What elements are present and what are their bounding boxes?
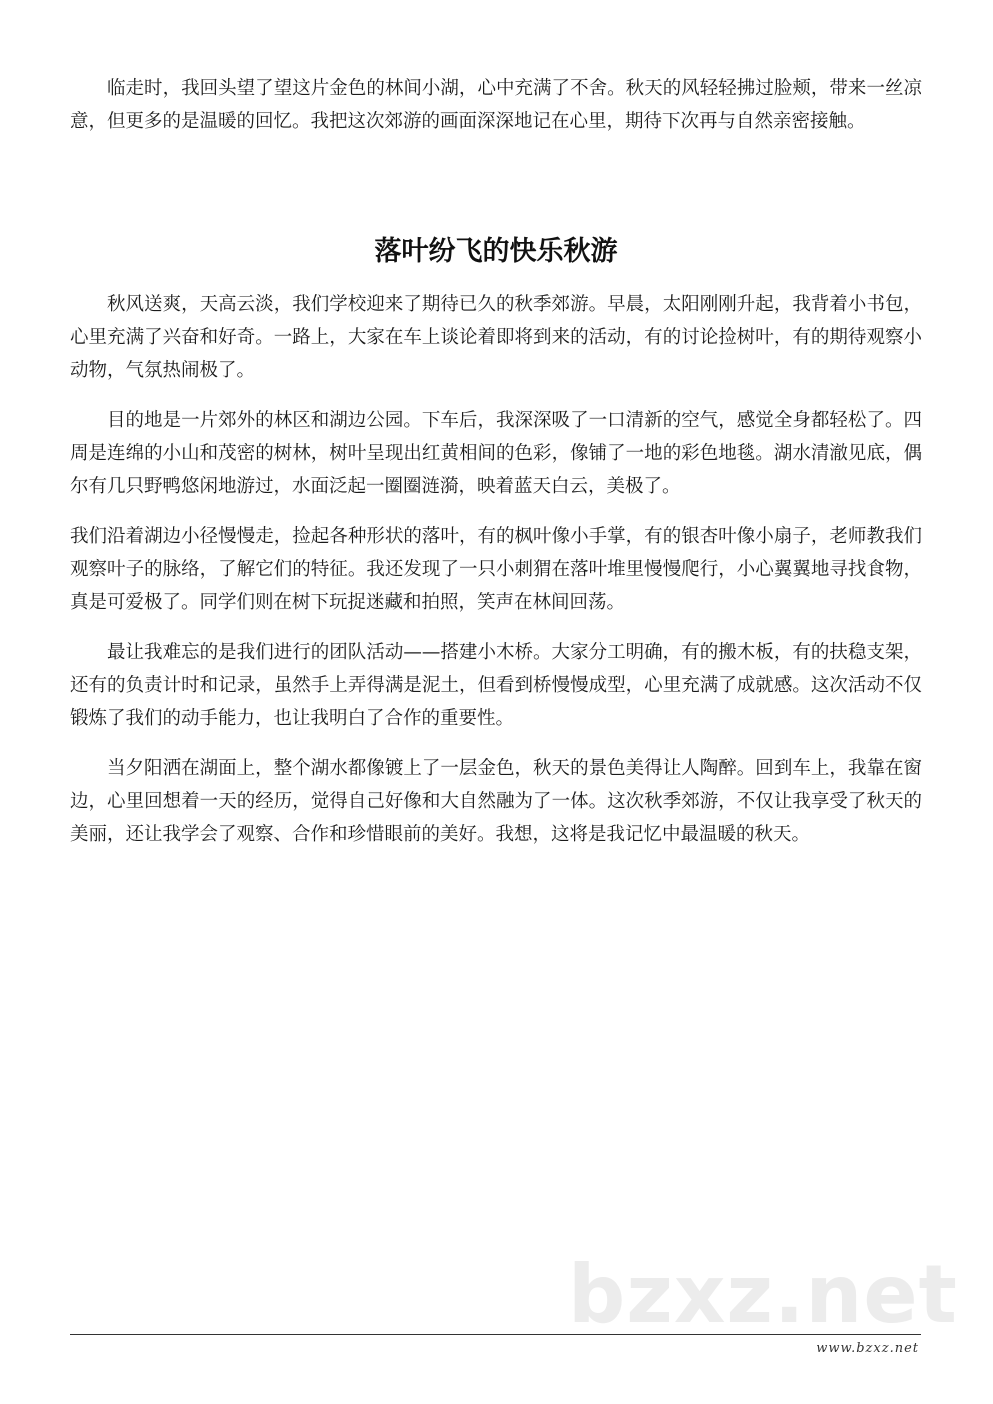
article-paragraph-4: 最让我难忘的是我们进行的团队活动——搭建小木桥。大家分工明确，有的搬木板，有的扶稳支架，还有的负责计时和记录，虽然手上弄得满是泥土，但看到桥慢慢成型，心里充满了成就感。这次活动不仅锻炼了我们的动手能力，也让我明白了合作的重要性。 bbox=[70, 642, 922, 729]
intro-paragraph: 临走时，我回头望了望这片金色的林间小湖，心中充满了不舍。秋天的风轻轻拂过脸颊，带来一丝凉意，但更多的是温暖的回忆。我把这次郊游的画面深深地记在心里，期待下次再与自然亲密接触。 bbox=[70, 78, 922, 132]
article-paragraph-3: 我们沿着湖边小径慢慢走，捡起各种形状的落叶，有的枫叶像小手掌，有的银杏叶像小扇子，老师教我们观察叶子的脉络，了解它们的特征。我还发现了一只小刺猬在落叶堆里慢慢爬行，小心翼翼地寻找食物，真是可爱极了。同学们则在树下玩捉迷藏和拍照，笑声在林间回荡。 bbox=[70, 526, 922, 613]
article-paragraph-5: 当夕阳洒在湖面上，整个湖水都像镀上了一层金色，秋天的景色美得让人陶醉。回到车上，我靠在窗边，心里回想着一天的经历，觉得自己好像和大自然融为了一体。这次秋季郊游，不仅让我享受了秋天的美丽，还让我学会了观察、合作和珍惜眼前的美好。我想，这将是我记忆中最温暖的秋天。 bbox=[70, 758, 922, 845]
watermark-logo: bzxz.net bbox=[568, 1248, 958, 1341]
page-content bbox=[70, 72, 922, 868]
article-body bbox=[70, 288, 922, 851]
footer-url[interactable]: www.bzxz.net bbox=[816, 1341, 919, 1356]
article-title: 落叶纷飞的快乐秋游 bbox=[374, 236, 618, 267]
article-paragraph-1: 秋风送爽，天高云淡，我们学校迎来了期待已久的秋季郊游。早晨，太阳刚刚升起，我背着小书包，心里充满了兴奋和好奇。一路上，大家在车上谈论着即将到来的活动，有的讨论捡树叶，有的期待观察小动物，气氛热闹极了。 bbox=[70, 294, 922, 381]
article-paragraph-2: 目的地是一片郊外的林区和湖边公园。下车后，我深深吸了一口清新的空气，感觉全身都轻松了。四周是连绵的小山和茂密的树林，树叶呈现出红黄相间的色彩，像铺了一地的彩色地毯。湖水清澈见底，偶尔有几只野鸭悠闲地游过，水面泛起一圈圈涟漪，映着蓝天白云，美极了。 bbox=[70, 410, 922, 497]
footer-divider bbox=[70, 1334, 921, 1335]
